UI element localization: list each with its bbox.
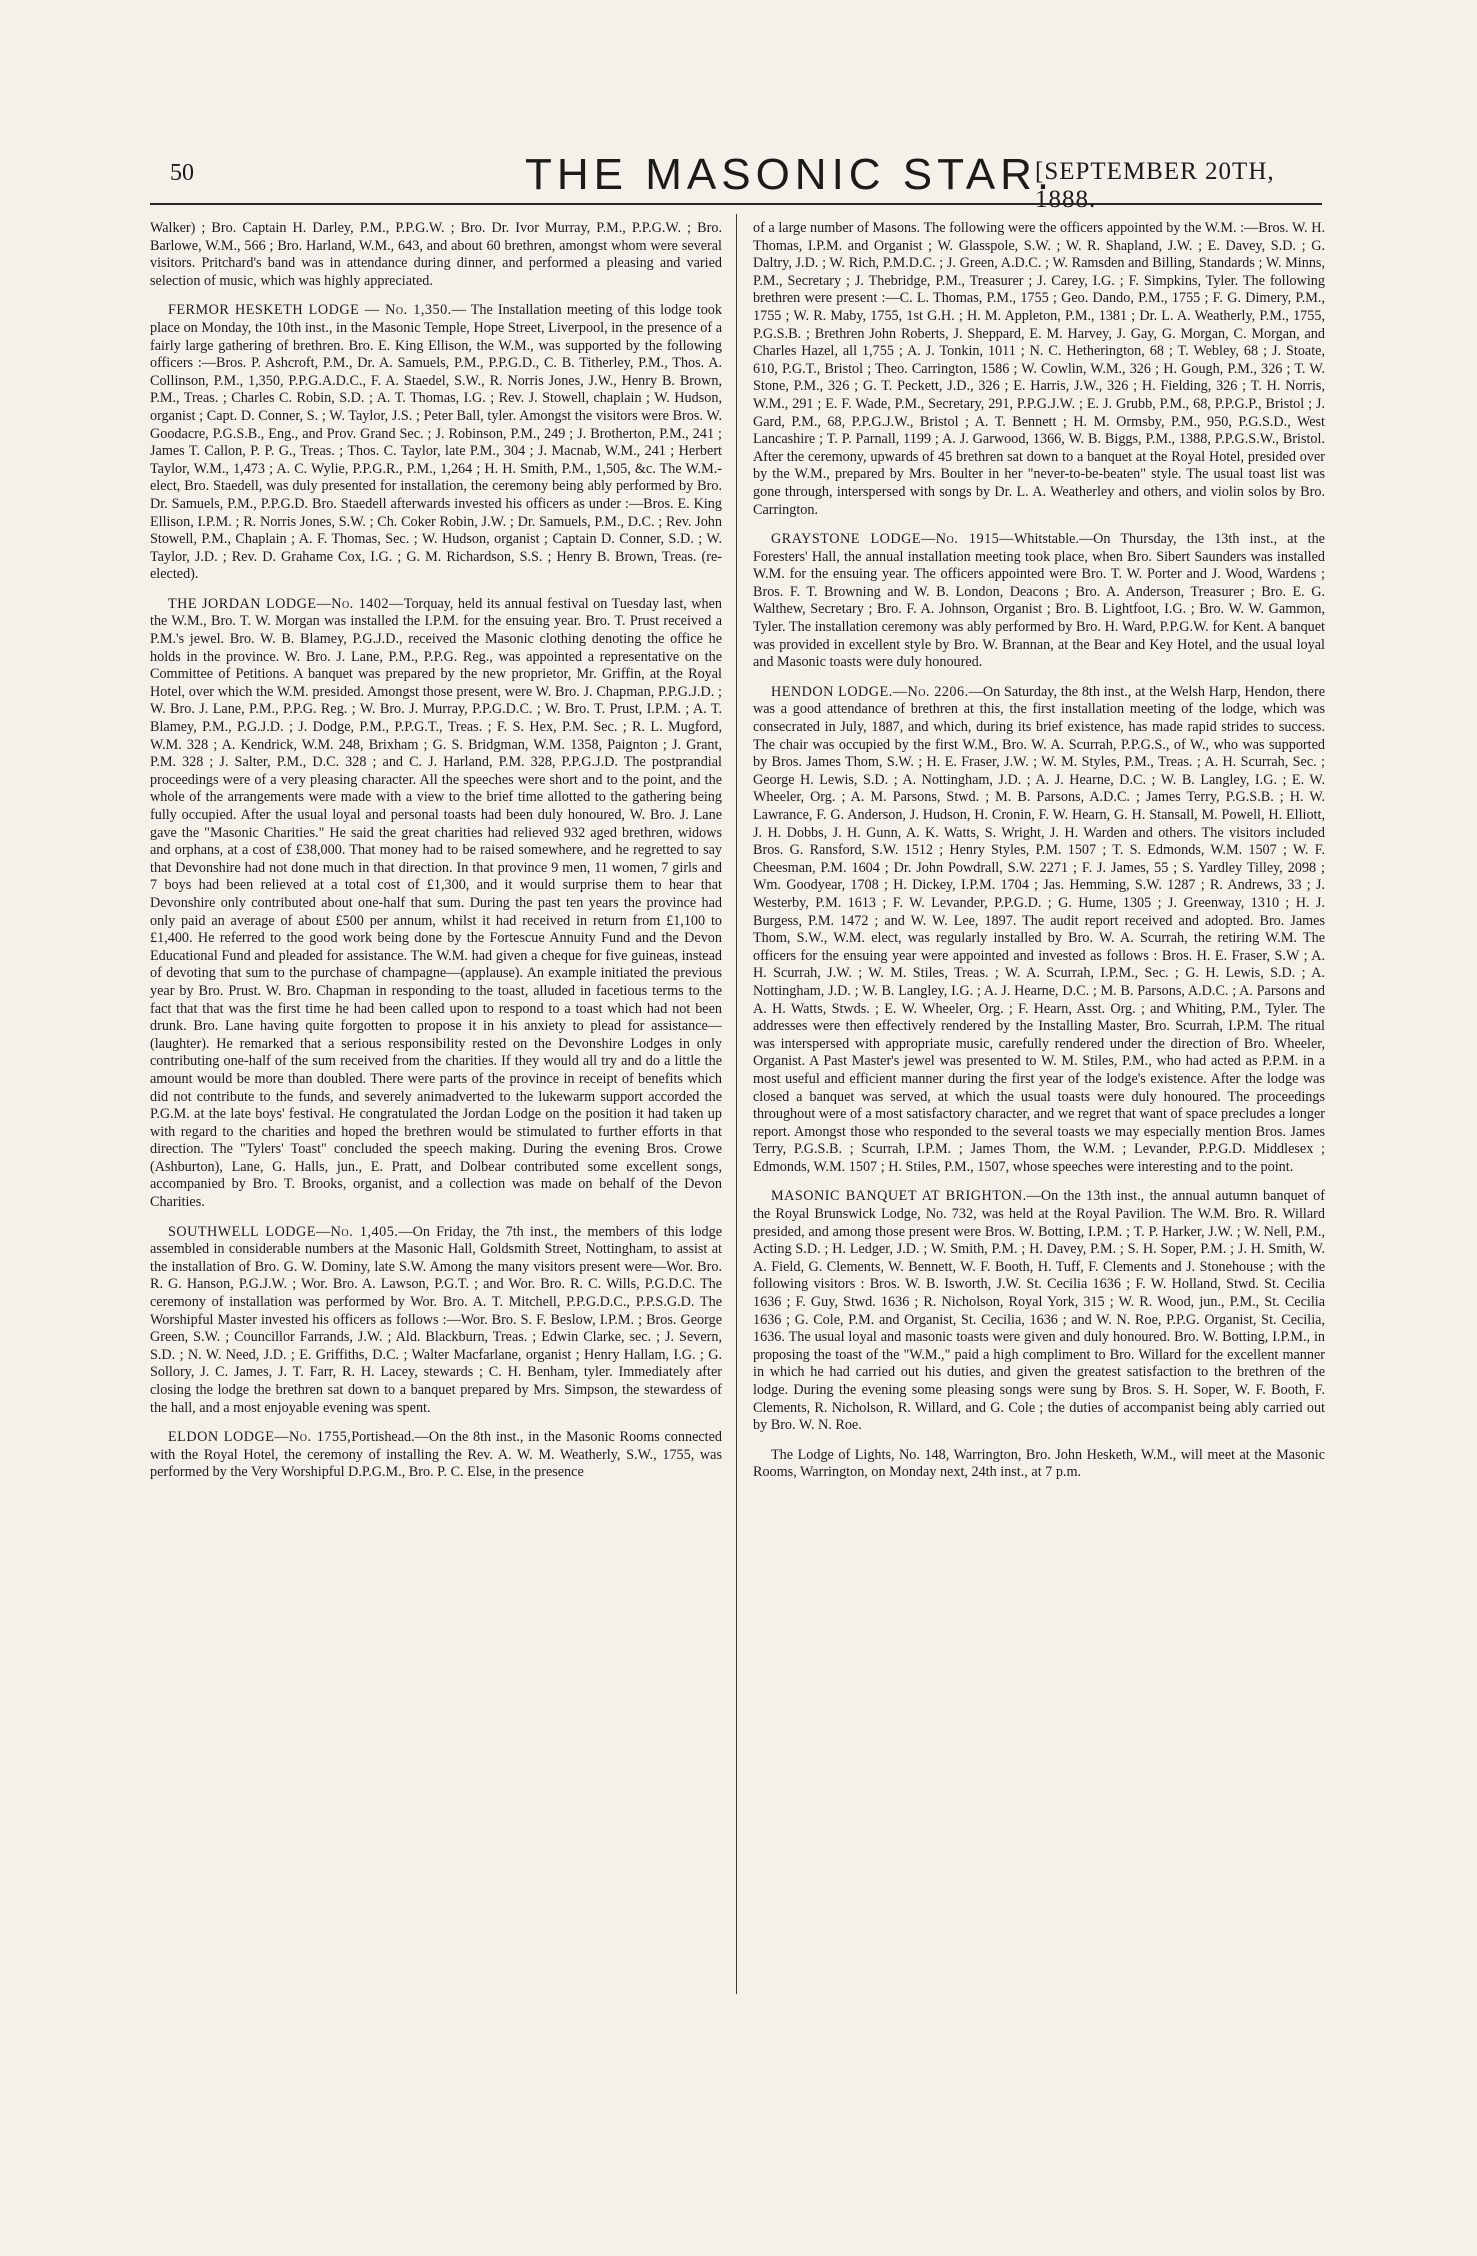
article-paragraph [753, 1188, 1325, 1434]
lodge-heading: SOUTHWELL LODGE—No. 1,405. [168, 1223, 399, 1240]
article-paragraph [753, 1447, 1325, 1482]
page-number: 50 [170, 160, 194, 186]
issue-date: [SEPTEMBER 20TH, 1888. [1035, 158, 1275, 213]
lodge-heading: THE JORDAN LODGE—No. 1402— [168, 595, 404, 612]
article-text: —On Friday, the 7th inst., the members of this lodge assembled in considerable numbers at the Masonic Hall, Goldsmith Street, Nottingham, to assist at the installation of Bro. G. W. Dominy, late S.W. Among the many visitors present were—Wor. Bro. R. G. Hanson, P.G.J.W. ; Wor. Bro. A. Lawson, P.G.T. ; and Wor. Bro. R. C. Wills, P.G.D.C. The ceremony of installation was performed by Wor. Bro. A. T. Mitchell, P.P.G.D.C., P.P.S.G.D. The Worshipful Master invested his officers as follows :—Wor. Bro. S. F. Beslow, I.P.M. ; Bros. George Green, S.W. ; Councillor Farrands, J.W. ; Ald. Blackburn, Treas. ; Edwin Clarke, sec. ; J. Severn, S.D. ; N. W. Need, J.D. ; E. Griffiths, D.C. ; Walter Macfarlane, organist ; Henry Hallam, I.G. ; G. Sollory, J. C. James, J. T. Farr, R. H. Lacey, stewards ; C. H. Benham, tyler. Immediately after closing the lodge the brethren sat down to a banquet prepared by Mrs. Simpson, the stewardess of the hall, and a most enjoyable evening was spent. [150, 1223, 722, 1416]
article-paragraph [150, 1429, 722, 1482]
lodge-heading: GRAYSTONE LODGE—No. 1915— [771, 531, 1014, 548]
article-text: The Lodge of Lights, No. 148, Warrington, Bro. John Hesketh, W.M., will meet at the Masonic Rooms, Warrington, on Monday next, 24th inst., at 7 p.m. [753, 1446, 1325, 1481]
article-paragraph [753, 684, 1325, 1177]
article-paragraph [150, 1224, 722, 1418]
lodge-heading: FERMOR HESKETH LODGE — No. 1,350. [168, 302, 452, 319]
lodge-heading: HENDON LODGE.—No. 2206. [771, 683, 969, 700]
article-text: —On Saturday, the 8th inst., at the Welsh Harp, Hendon, there was a good attendance of brethren at this, the first installation meeting of the lodge, which was consecrated in July, 1887, and which, during its brief existence, has made rapid strides to success. The chair was occupied by the first W.M., Bro. W. A. Scurrah, P.P.G.S., of W., who was supported by Bros. James Thom, S.W. ; H. E. Fraser, J.W. ; W. M. Styles, P.M., Treas. ; A. H. Scurrah, Sec. ; George H. Lewis, S.D. ; A. Nottingham, J.D. ; A. J. Hearne, D.C. ; W. B. Langley, I.G. ; E. W. Wheeler, Org. ; A. M. Parsons, Stwd. ; M. B. Parsons, A.D.C. ; James Terry, P.G.S.B. ; H. W. Lawrance, F. G. Anderson, J. Hudson, H. Cronin, F. W. Hearn, G. H. Stansall, M. Powell, H. Elliott, J. H. Dobbs, J. H. Gunn, A. K. Watts, S. Wright, J. H. Warden and others. The visitors included Bros. G. Ransford, S.W. 1512 ; Henry Styles, P.M. 1507 ; T. S. Edmonds, W.M. 1507 ; W. F. Cheesman, P.M. 1604 ; Dr. John Powdrall, S.W. 2271 ; F. J. James, 55 ; S. Yardley Tilley, 2098 ; Wm. Goodyear, 1708 ; H. Dickey, I.P.M. 1704 ; Jas. Hemming, S.W. 1287 ; R. Andrews, 33 ; J. Westerby, P.M. 1613 ; F. W. Levander, P.P.G.D. ; G. Hume, 1305 ; J. Greenway, 1310 ; H. J. Burgess, P.M. 1472 ; and W. W. Lee, 1897. The audit report received and adopted. Bro. James Thom, S.W., W.M. elect, was regularly installed by Bro. W. A. Scurrah, the retiring W.M. The officers for the ensuing year were appointed and invested as follows : Bros. H. E. Fraser, S.W ; A. H. Scurrah, J.W. ; W. M. Stiles, Treas. ; W. A. Scurrah, I.P.M., Sec. ; G. H. Lewis, S.D. ; A. Nottingham, J.D. ; W. B. Langley, I.G. ; A. J. Hearne, D.C. ; M. B. Parsons, A.D.C. ; A. Parsons and A. H. Watts, Stwds. ; E. W. Wheeler, Org. ; F. Hearn, Asst. Org. ; and Whiting, P.M., Tyler. The addresses were then effectively rendered by the Installing Master, Bro. Scurrah, I.P.M. The ritual was interspersed with appropriate music, carefully rendered under the direction of Bro. Wheeler, Organist. A Past Master's jewel was presented to W. M. Stiles, P.M., who had acted as P.P.M. in a most useful and efficient manner during the first year of the lodge's existence. After the lodge was closed a banquet was served, at which the usual toasts were duly honoured. The proceedings throughout were of a most satisfactory character, and we regret that want of space precludes a longer report. Amongst those who responded to the several toasts we may especially mention Bros. James Terry, P.G.S.B. ; Scurrah, I.P.M. ; James Thom, the W.M. ; Levander, P.P.G.D. Middlesex ; Edmonds, W.M. 1507 ; H. Stiles, P.M., 1507, whose speeches were interesting and to the point. [753, 683, 1325, 1175]
article-text: — The Installation meeting of this lodge took place on Monday, the 10th inst., in the Masonic Temple, Hope Street, Liverpool, in the presence of a fairly large gathering of brethren. Bro. E. King Ellison, the W.M., was supported by the following officers :—Bros. P. Ashcroft, P.M., Dr. A. Samuels, P.M., P.P.G.D., C. B. Titherley, P.M., Thos. A. Collinson, P.M., 1,350, P.P.G.A.D.C., F. A. Staedel, S.W., R. Norris Jones, J.W., Henry B. Brown, P.M., Treas. ; Charles C. Robin, S.D. ; A. T. Thomas, I.G. ; Rev. J. Stowell, chaplain ; W. Hudson, organist ; Capt. D. Conner, S. ; W. Taylor, J.S. ; Peter Ball, tyler. Amongst the visitors were Bros. W. Goodacre, P.G.S.B., Eng., and Prov. Grand Sec. ; J. Robinson, P.M., 249 ; J. Brotherton, P.M., 241 ; James T. Callon, P. P. G., Treas. ; Thos. C. Taylor, late P.M., 304 ; J. Macnab, W.M., 241 ; Herbert Taylor, W.M., 1,473 ; A. C. Wylie, P.P.G.R., P.M., 1,264 ; H. H. Smith, P.M., 1,505, &c. The W.M.-elect, Bro. Staedell, was duly presented for installation, the ceremony being ably performed by Bro. Dr. Samuels, P.M., P.P.G.D. Bro. Staedell afterwards invested his officers as under :—Bros. E. King Ellison, I.P.M. ; R. Norris Jones, S.W. ; Ch. Coker Robin, J.W. ; Dr. Samuels, P.M., D.C. ; Rev. John Stowell, P.M., Chaplain ; A. F. Thomas, Sec. ; W. Hudson, organist ; Captain D. Conner, S.D. ; W. Taylor, J.D. ; Rev. D. Grahame Cox, I.G. ; G. M. Richardson, S.S. ; Henry B. Brown, Treas. (re-elected). [150, 302, 722, 583]
page-header [150, 150, 1320, 213]
article-text: Portishead.—On the 8th inst., in the Masonic Rooms connected with the Royal Hotel, the ceremony of installing the Rev. A. W. M. Weatherly, S.W., 1755, was performed by the Very Worshipful D.P.G.M., Bro. P. C. Else, in the presence [150, 1429, 722, 1481]
right-column [753, 220, 1325, 1494]
lodge-heading: ELDON LODGE—No. 1755, [168, 1429, 352, 1446]
article-text: —On the 13th inst., the annual autumn banquet of the Royal Brunswick Lodge, No. 732, was held at the Royal Pavilion. The W.M. Bro. R. Willard presided, and among those present were Bros. W. Botting, I.P.M. ; T. P. Harker, J.W. ; W. Nell, P.M., Acting S.D. ; H. Ledger, J.D. ; W. Smith, P.M. ; H. Davey, P.M. ; S. H. Soper, P.M. ; J. H. Smith, W. A. Field, G. Clements, W. Bennett, W. F. Booth, H. Tuff, F. Clements and J. Stonehouse ; with the following visitors : Bros. W. B. Isworth, J.W. St. Cecilia 1636 ; F. W. Holland, Stwd. St. Cecilia 1636 ; F. Guy, Stwd. 1636 ; R. Nicholson, Royal York, 315 ; W. R. Wood, jun., P.M., St. Cecilia 1636 ; G. Cole, P.M. and Organist, St. Cecilia, 1636 ; and W. N. Roe, P.P.G. Organist, St. Cecilia, 1636. The usual loyal and masonic toasts were given and duly honoured. Bro. W. Botting, I.P.M., in proposing the toast of the "W.M.," paid a high compliment to Bro. Willard for the excellent manner in which he had carried out his duties, and given the greatest satisfaction to the brethren of the lodge. During the evening some pleasing songs were sung by Bros. S. H. Soper, W. F. Booth, F. Clements, R. Nicholson, R. Willard, and G. Cole ; the duties of accompanist being ably carried out by Bro. W. N. Roe. [753, 1188, 1325, 1434]
lodge-heading: MASONIC BANQUET AT BRIGHTON. [771, 1188, 1027, 1205]
article-paragraph [150, 302, 722, 584]
article-text: Walker) ; Bro. Captain H. Darley, P.M., P.P.G.W. ; Bro. Dr. Ivor Murray, P.M., P.P.G.W. ; Bro. Barlowe, W.M., 566 ; Bro. Harland, W.M., 643, and about 60 brethren, amongst whom were several visitors. Pritchard's band was in attendance during dinner, and performed a pleasing and varied selection of music, which was highly appreciated. [150, 220, 722, 289]
masthead-title: THE MASONIC STAR. [525, 150, 1055, 199]
article-text: of a large number of Masons. The following were the officers appointed by the W.M. :—Bros. W. H. Thomas, I.P.M. and Organist ; W. Glasspole, S.W. ; W. R. Shapland, J.W. ; E. Davey, S.D. ; G. Daltry, J.D. ; W. Rich, P.M.D.C. ; J. Green, A.D.C. ; W. Ramsden and Billing, Standards ; W. Minns, P.M., Secretary ; J. Thebridge, P.M., Treasurer ; J. Carey, I.G. ; F. Simpkins, Tyler. The following brethren were present :—C. L. Thomas, P.M., 1755 ; Geo. Dando, P.M., 1755 ; F. G. Dimery, P.M., 1755 ; W. R. Maby, 1755, 1st G.H. ; H. M. Appleton, P.M., 1381 ; Dr. L. A. Weatherly, P.M., 1755, P.G.S.B. ; Brethren John Roberts, J. Sheppard, E. M. Harvey, J. Gay, G. Morgan, C. Morgan, and Charles Hazel, all 1,755 ; A. J. Tonkin, 1011 ; N. C. Hetherington, 68 ; T. Webley, 68 ; J. Stoate, 610, P.G.T., Bristol ; Theo. Carrington, 1586 ; W. Cowlin, W.M., 326 ; H. Gough, P.M., 326 ; T. W. Stone, P.M., 326 ; G. T. Peckett, J.D., 326 ; E. Harris, J.W., 326 ; H. Fielding, 326 ; T. H. Norris, W.M., 291 ; E. F. Wade, P.M., Secretary, 291, P.P.G.J.W. ; E. J. Grubb, P.M., 68, P.P.G.P., Bristol ; J. Gard, P.M., 68, P.P.G.J.W., Bristol ; A. T. Bennett ; H. M. Ormsby, P.M., 950, P.G.S.D., West Lancashire ; T. P. Parnall, 1199 ; A. J. Garwood, 1366, W. B. Biggs, P.M., 1388, P.P.G.S.W., Bristol. After the ceremony, upwards of 45 brethren sat down to a banquet at the Royal Hotel, presided over by the W.M., prepared by Mrs. Boulter in her "never-to-be-beaten" style. The usual toast list was gone through, interspersed with songs by Dr. L. A. Weatherley and others, and violin solos by Bro. Carrington. [753, 220, 1325, 518]
article-paragraph [753, 220, 1325, 519]
article-paragraph [150, 596, 722, 1212]
left-column [150, 220, 722, 1494]
article-text: Torquay, held its annual festival on Tuesday last, when the W.M., Bro. T. W. Morgan was installed the I.P.M. for the ensuing year. Bro. T. Prust received a P.M.'s jewel. Bro. W. B. Blamey, P.G.J.D., received the Masonic clothing denoting the office he holds in the province. W. Bro. J. Lane, P.M., P.P.G. Reg., was appointed a representative on the Committee of Petitions. A banquet was prepared by the new proprietor, Mr. Griffin, at the Royal Hotel, over which the W.M. presided. Amongst those present, were W. Bro. J. Chapman, P.P.G.J.D. ; W. Bro. J. Lane, P.M., P.P.G. Reg. ; W. Bro. J. Murray, P.P.G.D.C. ; W. Bro. T. Prust, I.P.M. ; A. T. Blamey, P.M., P.G.J.D. ; J. Dodge, P.M., P.P.G.T., Treas. ; F. S. Hex, P.M. Sec. ; R. L. Mugford, W.M. 328 ; A. Kendrick, W.M. 248, Brixham ; G. S. Bridgman, W.M. 1358, Paignton ; J. Grant, P.M. 328 ; J. Salter, P.M., D.C. 328 ; and C. J. Harland, P.M. 328, P.P.G.J.D. The postprandial proceedings were of a very pleasing character. All the speeches were short and to the point, and the whole of the arrangements were made with a view to the brief time allotted to the gathering being fully occupied. After the usual loyal and personal toasts had been duly honoured, W. Bro. J. Lane gave the "Masonic Charities." He said the great charities had relieved 932 aged brethren, widows and orphans, at a cost of £38,000. That money had to be raised somewhere, and he regretted to say that Devonshire had not done much in that direction. In that province 9 men, 11 women, 7 girls and 7 boys had been relieved at a total cost of £1,300, and it would surprise them to hear that Devonshire only contributed about one-half that sum. During the past ten years the province had only paid an average of about £500 per annum, whilst it had received in return from £1,100 to £1,400. He referred to the good work being done by the Fortescue Annuity Fund and the Devon Educational Fund and pleaded for assistance. The W.M. had given a cheque for five guineas, instead of devoting that sum to the purchase of champagne—(applause). An example initiated the previous year by Bro. Prust. W. Bro. Chapman in responding to the toast, alluded in facetious terms to the fact that that was the first time he had been called upon to respond to a toast which had not been drunk. Bro. Lane having quite forgotten to propose it in his anxiety to plead for assistance—(laughter). He remarked that a serious responsibility rested on the Devonshire Lodges in only contributing one-half of the sum received from the charities. If they would all try and do a little the amount would be more than doubled. There were parts of the province in receipt of benefits which did not contribute to the funds, and severely animadverted to the lukewarm support accorded the P.G.M. at the late boys' festival. He congratulated the Jordan Lodge on the position it had taken up with regard to the charities and hoped the brethren would be stimulated to further efforts in that direction. The "Tylers' Toast" concluded the speech making. During the evening Bros. Crowe (Ashburton), Lane, G. Halls, jun., E. Pratt, and Dolbear contributed some excellent songs, accompanied by Bro. T. Brooks, organist, and a collection was made on behalf of the Devon Charities. [150, 595, 723, 1211]
article-paragraph [753, 531, 1325, 672]
column-divider [736, 214, 737, 1994]
header-rule [150, 203, 1322, 205]
article-text: Whitstable.—On Thursday, the 13th inst., at the Foresters' Hall, the annual installation meeting took place, when Bro. Sibert Saunders was installed W.M. for the ensuing year. The officers appointed were Bro. T. W. Porter and J. Wood, Wardens ; Bros. F. T. Browning and W. B. London, Deacons ; Bro. A. Anderson, Treasurer ; Bro. E. G. Walthew, Secretary ; Bro. F. A. Johnson, Organist ; Bro. B. Lightfoot, I.G. ; Bro. W. W. Gammon, Tyler. The installation ceremony was ably performed by Bro. H. Ward, P.P.G.W. for Kent. A banquet was provided in excellent style by Bro. W. Brannan, at the Bear and Key Hotel, and the usual loyal and Masonic toasts were duly honoured. [753, 531, 1325, 671]
article-paragraph [150, 220, 722, 290]
